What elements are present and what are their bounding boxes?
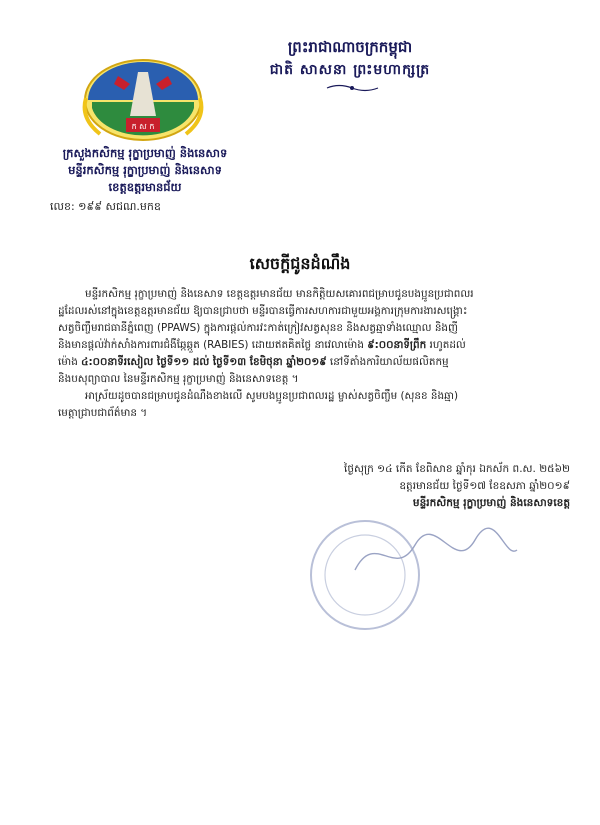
department-name: មន្ទីរកសិកម្ម រុក្ខាប្រមាញ់ និងនេសាទ — [68, 163, 222, 177]
body-line-4 — [58, 339, 558, 352]
body-line-5 — [58, 356, 558, 369]
event-dates: ៤:០០នាទីរសៀល ថ្ងៃទី១១ ដល់ ថ្ងៃទី១៣ ខែមិថុនា ឆ្នាំ២០១៩ — [81, 356, 327, 368]
body-line-5-end: នៅទីតាំងការិយាល័យផលិតកម្ម — [326, 356, 449, 368]
emblem-text: ក ស ក — [131, 122, 155, 131]
solar-date: ឧត្តរមានជ័យ ថ្ងៃទី១៧ ខែឧសភា ឆ្នាំ២០១៩ — [399, 480, 570, 492]
body-line-6: និងបសុព្យាបាល នៃមន្ទីរកសិកម្ម រុក្ខាប្រមាញ់ និងនេសាទខេត្ត ។ — [58, 373, 299, 385]
body-line-2: ដ្ឋដែលរស់នៅក្នុងខេត្តឧត្តរមានជ័យ ឱ្យបានជ្រាបថា មន្ទីរបានធ្វើការសហការជាមួយអង្គការក្រុមការងារសង្គ្រោះ — [58, 305, 468, 317]
province-name: ខេត្តឧត្តរមានជ័យ — [108, 180, 182, 194]
body-line-4-end: រហូតដល់ — [426, 339, 466, 351]
letter-number: លេខ: ១៩៩ សជណ.មកឧ — [50, 200, 161, 213]
body-line-1: មន្ទីរកសិកម្ម រុក្ខាប្រមាញ់ និងនេសាទ ខេត្តឧត្តរមានជ័យ មានកិត្តិយសគោរពជម្រាបជូនបងប្អូនប្រជាពលរ — [85, 288, 474, 300]
start-time: ៩:០០នាទីព្រឹក — [367, 339, 427, 351]
department-emblem — [78, 58, 208, 143]
body-line-8: មេត្តាជ្រាបជាព័ត៌មាន ។ — [58, 407, 148, 419]
body-line-7: អាស្រ័យដូចបានជម្រាបជូនដំណឹងខាងលើ សូមបងប្អូនប្រជាពលរដ្ឋ ម្ចាស់សត្វចិញ្ចឹម (សុនខ និងឆ្មា) — [85, 390, 459, 402]
document-title: សេចក្តីជូនដំណឹង — [249, 254, 351, 273]
kingdom-heading: ព្រះរាជាណាចក្រកម្ពុជា — [287, 38, 413, 56]
ministry-name: ក្រសួងកសិកម្ម រុក្ខាប្រមាញ់ និងនេសាទ — [62, 146, 228, 160]
signatory-title: មន្ទីរកសិកម្ម រុក្ខាប្រមាញ់ និងនេសាទខេត្ត — [412, 497, 570, 509]
national-motto: ជាតិ សាសនា ព្រះមហាក្សត្រ — [269, 62, 431, 78]
body-line-5-text: ម៉ោង — [58, 356, 82, 368]
handwritten-signature — [345, 520, 525, 590]
ornament-divider — [325, 83, 380, 93]
body-line-4-text: និងមានផ្តល់វ៉ាក់សាំងការពារជំងឺឆ្កែឆ្កួត (RABIES) ដោយឥតគិតថ្លៃ នាវេលាម៉ោង — [58, 339, 368, 351]
body-line-3: សត្វចិញ្ចឹមរាជធានីភ្នំពេញ (PPAWS) ក្នុងការផ្តល់ការវះកាត់ក្រៀវសត្វសុនខ និងសត្វឆ្មាទាំងឈ្មោល និងញី — [58, 322, 458, 334]
lunar-date: ថ្ងៃសុក្រ ១៤ កើត ខែពិសាខ ឆ្នាំកុរ ឯកស័ក ព.ស. ២៥៦២ — [344, 463, 570, 475]
